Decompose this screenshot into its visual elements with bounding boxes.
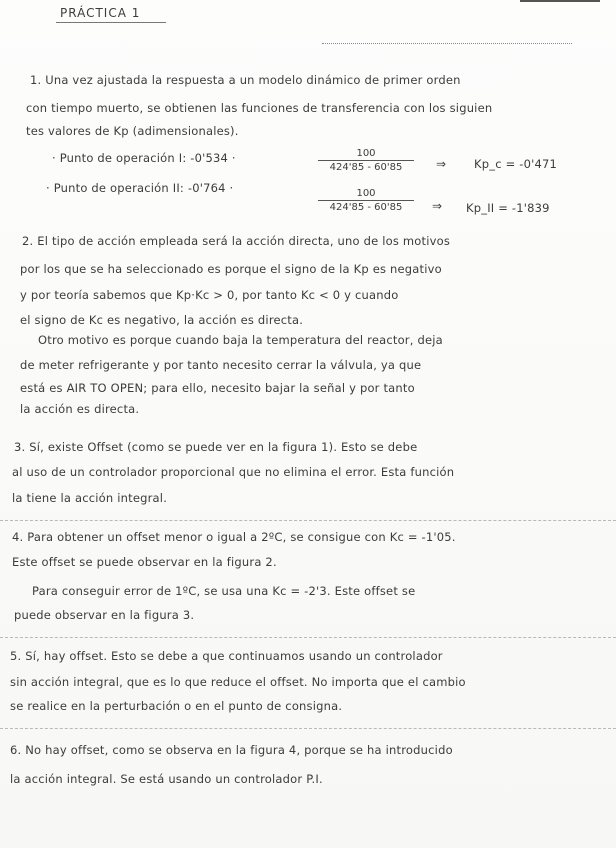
- q1-point2-result: Kp_II = -1'839: [466, 201, 550, 215]
- q5-line-3: se realice en la perturbación o en el punto de consigna.: [10, 699, 343, 713]
- q1-point1-denominator: 424'85 - 60'85: [329, 162, 403, 173]
- q2-line-3: y por teoría sabemos que Kp·Kc > 0, por tanto Kc < 0 y cuando: [20, 288, 399, 302]
- section-divider: [0, 637, 616, 638]
- q1-line-3: tes valores de Kp (adimensionales).: [26, 124, 239, 138]
- fraction-bar: [318, 200, 414, 201]
- q2-line-8: la acción es directa.: [20, 402, 140, 416]
- top-edge-mark: [520, 0, 600, 2]
- q1-point2-numerator: 100: [356, 188, 376, 199]
- page-title: PRÁCTICA 1: [60, 6, 141, 20]
- q6-line-1: 6. No hay offset, como se observa en la figura 4, porque se ha introducido: [10, 743, 453, 757]
- q6-line-2: la acción integral. Se está usando un controlador P.I.: [10, 772, 323, 786]
- q1-point2-fraction: [318, 188, 414, 213]
- q3-line-2: al uso de un controlador proporcional que no elimina el error. Esta función: [12, 465, 455, 479]
- q2-line-5: Otro motivo es porque cuando baja la temperatura del reactor, deja: [38, 333, 443, 347]
- q5-line-2: sin acción integral, que es lo que reduce el offset. No importa que el cambio: [10, 675, 466, 689]
- q1-point2-denominator: 424'85 - 60'85: [329, 202, 403, 213]
- q2-line-7: está es AIR TO OPEN; para ello, necesito bajar la señal y por tanto: [20, 381, 415, 395]
- q3-line-3: la tiene la acción integral.: [12, 491, 168, 505]
- implies-arrow-icon: ⇒: [436, 157, 447, 171]
- q1-point1-label: · Punto de operación I: -0'534 ·: [52, 151, 236, 165]
- q1-point2-label: · Punto de operación II: -0'764 ·: [46, 181, 234, 195]
- fraction-bar: [318, 160, 414, 161]
- q1-point1-numerator: 100: [356, 148, 376, 159]
- section-divider: [0, 728, 616, 729]
- q1-point1-fraction: [318, 148, 414, 173]
- q4-line-3: Para conseguir error de 1ºC, se usa una Kc = -2'3. Este offset se: [32, 584, 416, 598]
- section-divider: [0, 520, 616, 521]
- q1-line-2: con tiempo muerto, se obtienen las funciones de transferencia con los siguien: [26, 101, 493, 115]
- q1-line-1: 1. Una vez ajustada la respuesta a un modelo dinámico de primer orden: [30, 73, 461, 87]
- q2-line-1: 2. El tipo de acción empleada será la acción directa, uno de los motivos: [22, 234, 451, 248]
- q3-line-1: 3. Sí, existe Offset (como se puede ver en la figura 1). Esto se debe: [14, 440, 418, 454]
- title-underline: [56, 22, 166, 23]
- implies-arrow-icon: ⇒: [432, 199, 443, 213]
- q5-line-1: 5. Sí, hay offset. Esto se debe a que continuamos usando un controlador: [10, 649, 443, 663]
- q2-line-6: de meter refrigerante y por tanto necesito cerrar la válvula, ya que: [20, 358, 422, 372]
- q4-line-2: Este offset se puede observar en la figura 2.: [12, 555, 277, 569]
- q2-line-2: por los que se ha seleccionado es porque el signo de la Kp es negativo: [20, 262, 442, 276]
- q4-line-4: puede observar en la figura 3.: [14, 608, 195, 622]
- q2-line-4: el signo de Kc es negativo, la acción es directa.: [20, 313, 304, 327]
- q1-point1-result: Kp_c = -0'471: [474, 157, 558, 171]
- q4-line-1: 4. Para obtener un offset menor o igual a 2ºC, se consigue con Kc = -1'05.: [12, 530, 456, 544]
- header-dotted-line: [322, 43, 572, 44]
